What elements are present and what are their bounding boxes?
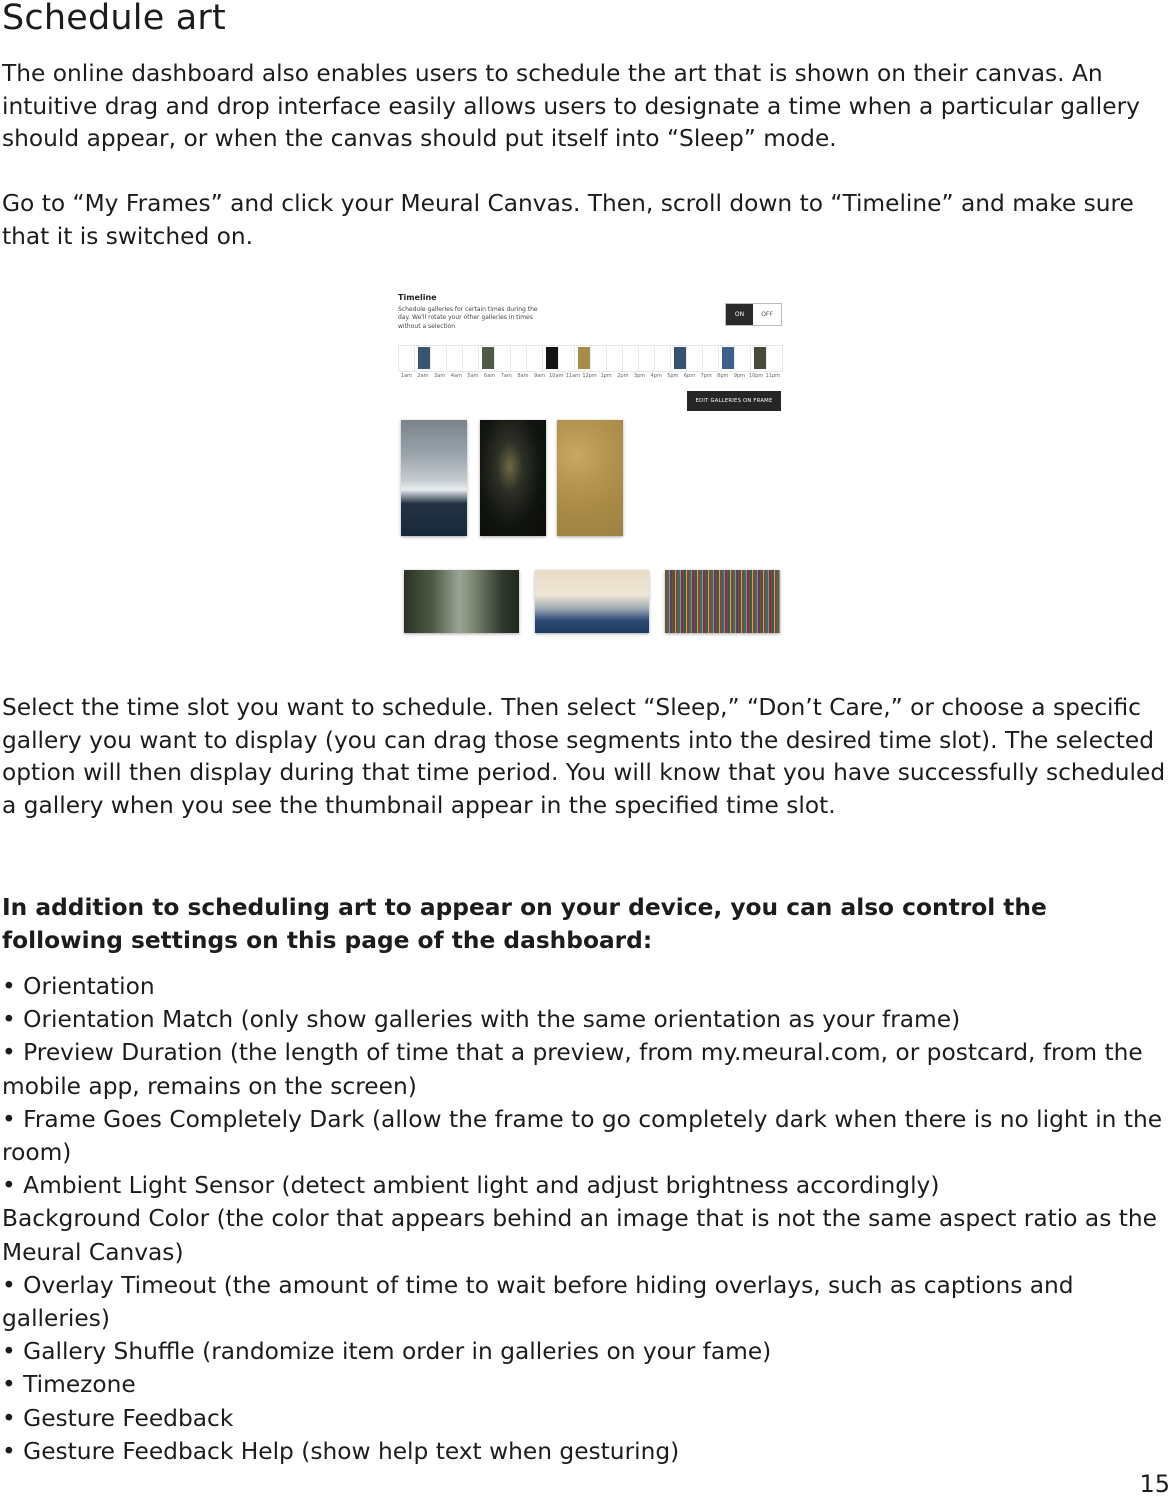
timeline-slot[interactable]	[479, 346, 495, 371]
timeline-slot[interactable]	[463, 346, 479, 371]
timeline-slot-thumbnail	[578, 347, 590, 369]
settings-list-item: • Orientation Match (only show galleries with the same orientation as your frame)	[2, 1006, 961, 1034]
settings-list-item: • Gesture Feedback	[2, 1404, 234, 1432]
select-paragraph: Select the time slot you want to schedule. Then select “Sleep,” “Don’t Care,” or choose a specific gallery you want to display (you can drag those segments into the desired time slot). The selected option will then display during that time period. You will know that you have successfully scheduled a gallery when you see the thumbnail appear in the specified time slot.	[2, 694, 1166, 819]
timeline-hour-label: 6pm	[683, 373, 696, 379]
gallery-thumbnail-owl[interactable]	[480, 420, 546, 536]
timeline-slot[interactable]	[399, 346, 415, 371]
timeline-hour-label: 4pm	[650, 373, 662, 379]
settings-list-item: Background Color (the color that appears behind an image that is not the same aspect ratio as the Meural Canvas)	[2, 1205, 1157, 1266]
timeline-slot[interactable]	[719, 346, 735, 371]
settings-list	[2, 970, 1176, 1468]
timeline-hour-label: 2pm	[617, 373, 629, 379]
timeline-slot[interactable]	[575, 346, 591, 371]
timeline-slot-thumbnail	[482, 347, 494, 369]
timeline-slot[interactable]	[495, 346, 511, 371]
timeline-screenshot	[395, 290, 785, 640]
section-heading: Schedule art	[2, 0, 226, 38]
timeline-hour-label: 3pm	[633, 373, 646, 379]
timeline-slots[interactable]	[398, 345, 783, 372]
settings-list-item: • Gallery Shuffle (randomize item order in galleries on your fame)	[2, 1338, 772, 1366]
edit-galleries-button[interactable]: EDIT GALLERIES ON FRAME	[687, 391, 781, 411]
steps-paragraph: Go to “My Frames” and click your Meural Canvas. Then, scroll down to “Timeline” and make sure that it is switched on.	[2, 190, 1134, 250]
timeline-hour-label: 5pm	[667, 373, 679, 379]
timeline-slot-thumbnail	[546, 347, 558, 369]
settings-list-item: • Gesture Feedback Help (show help text when gesturing)	[2, 1437, 680, 1465]
timeline-hour-label: 9pm	[733, 373, 746, 379]
timeline-slot[interactable]	[751, 346, 767, 371]
timeline-hour-label: 10pm	[748, 373, 764, 379]
page-number: 15	[1139, 1470, 1170, 1498]
toggle-on-button[interactable]: ON	[726, 304, 753, 325]
settings-list-item: • Ambient Light Sensor (detect ambient light and adjust brightness accordingly)	[2, 1172, 940, 1200]
timeline-hour-label: 1pm	[600, 373, 612, 379]
timeline-slot[interactable]	[623, 346, 639, 371]
settings-intro-paragraph: In addition to scheduling art to appear on your device, you can also control the following settings on this page of the dashboard:	[2, 894, 1047, 954]
gallery-thumbnail-map[interactable]	[557, 420, 623, 536]
settings-list-item: • Overlay Timeout (the amount of time to wait before hiding overlays, such as captions and galleries)	[2, 1271, 1074, 1333]
timeline-hour-label: 3am	[434, 373, 446, 379]
timeline-slot[interactable]	[431, 346, 447, 371]
timeline-slot-thumbnail	[418, 347, 430, 369]
timeline-hour-label: 12pm	[582, 373, 597, 379]
timeline-hour-label: 9am	[534, 373, 546, 379]
timeline-slot-thumbnail	[674, 347, 686, 369]
gallery-thumbnail-forest[interactable]	[404, 570, 519, 633]
timeline-title: Timeline	[398, 293, 437, 302]
gallery-thumbnail-stripes[interactable]	[665, 570, 780, 633]
settings-list-item: • Frame Goes Completely Dark (allow the frame to go completely dark when there is no light in the room)	[2, 1105, 1163, 1167]
timeline-slot[interactable]	[607, 346, 623, 371]
timeline-toggle[interactable]	[725, 303, 782, 326]
timeline-hour-label: 8am	[517, 373, 529, 379]
timeline-slot[interactable]	[735, 346, 751, 371]
timeline-hour-label: 7pm	[700, 373, 712, 379]
timeline-slot[interactable]	[447, 346, 463, 371]
timeline-slot[interactable]	[671, 346, 687, 371]
timeline-hour-label: 4am	[450, 373, 462, 379]
timeline-slot[interactable]	[591, 346, 607, 371]
timeline-slot-thumbnail	[754, 347, 766, 369]
timeline-slot-thumbnail	[722, 347, 734, 369]
timeline-hour-labels	[398, 373, 781, 379]
settings-list-item: • Timezone	[2, 1371, 136, 1399]
timeline-hour-label: 10am	[549, 373, 564, 379]
timeline-hour-label: 1am	[400, 373, 412, 379]
toggle-off-button[interactable]: OFF	[761, 311, 773, 318]
timeline-hour-label: 7am	[500, 373, 512, 379]
timeline-hour-label: 5am	[467, 373, 479, 379]
timeline-slot[interactable]	[767, 346, 782, 371]
gallery-thumbnail-wave[interactable]	[535, 570, 649, 633]
timeline-hour-label: 6am	[484, 373, 496, 379]
timeline-hour-label: 2am	[417, 373, 429, 379]
intro-paragraph: The online dashboard also enables users to schedule the art that is shown on their canvas. An intuitive drag and drop interface easily allows users to designate a time when a particular gallery should appear, or when the canvas should put itself into “Sleep” mode.	[2, 60, 1140, 152]
timeline-slot[interactable]	[655, 346, 671, 371]
timeline-slot[interactable]	[415, 346, 431, 371]
timeline-slot[interactable]	[543, 346, 559, 371]
settings-list-item: • Preview Duration (the length of time that a preview, from my.meural.com, or postcard, from the mobile app, remains on the screen)	[2, 1039, 1143, 1100]
timeline-hour-label: 11am	[565, 373, 581, 379]
timeline-hour-label: 11pm	[765, 373, 780, 379]
timeline-description: Schedule galleries for certain times during the day. We'll rotate your other galleries in times without a selection	[398, 306, 538, 330]
timeline-slot[interactable]	[511, 346, 527, 371]
timeline-slot[interactable]	[687, 346, 703, 371]
timeline-slot[interactable]	[703, 346, 719, 371]
timeline-hour-label: 8pm	[717, 373, 729, 379]
gallery-thumbnail-iceberg[interactable]	[401, 420, 467, 536]
timeline-slot[interactable]	[559, 346, 575, 371]
timeline-slot[interactable]	[639, 346, 655, 371]
timeline-slot[interactable]	[527, 346, 543, 371]
settings-list-item: • Orientation	[2, 973, 155, 1000]
